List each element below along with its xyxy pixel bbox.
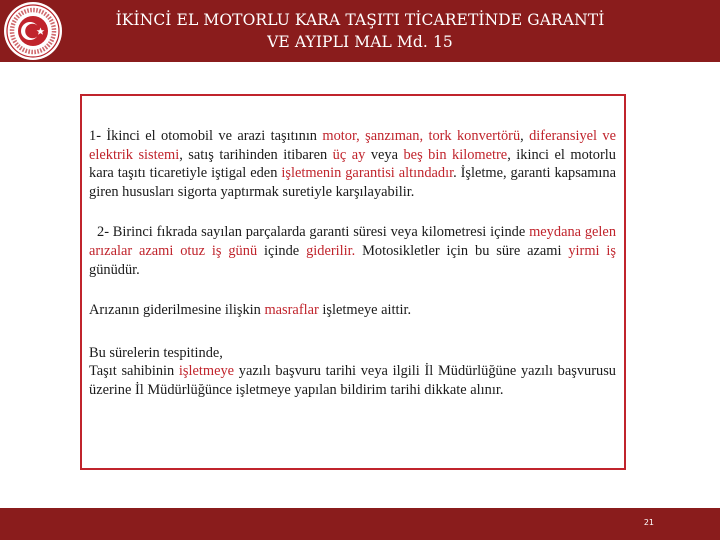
paragraph-1 — [89, 127, 616, 201]
logo — [4, 2, 62, 60]
text-span: , satış tarihinden itibaren — [179, 146, 333, 163]
content-body — [89, 127, 616, 400]
crescent-star-emblem-icon — [4, 2, 62, 60]
paragraph-2 — [89, 223, 616, 279]
header-bar — [0, 0, 720, 62]
text-span: . İşletme, garanti kapsamına giren hususları sigorta yaptırmak suretiyle karşılayabilir. — [89, 165, 616, 200]
text-span: günüdür. — [89, 261, 140, 278]
highlight-span: diferansiyel ve elektrik sistemi — [89, 128, 616, 163]
highlight-span: motor, şanzıman, tork konvertörü — [322, 128, 521, 144]
highlight-span: yirmi iş — [568, 242, 617, 259]
text-span: Arızanın giderilmesine ilişkin — [89, 302, 265, 319]
highlight-span: işletmenin garantisi altındadır — [281, 165, 454, 182]
text-span: Bu sürelerin tespitinde, — [89, 344, 223, 361]
text-span: yazılı başvuru tarihi veya ilgili İl Müdürlüğüne yazılı başvurusu üzerine İl Müdürlüğünce işletmeye yapılan bildirim tarihi dikkate alınır. — [89, 363, 616, 398]
highlight-span: masraflar — [264, 302, 319, 319]
paragraph-3 — [89, 301, 616, 320]
highlight-span: meydana gelen arızalar azami otuz iş günü — [89, 224, 617, 259]
text-span: içinde — [257, 242, 307, 259]
footer-bar — [0, 508, 720, 540]
text-span: 2- Birinci fıkrada sayılan parçalarda garanti süresi veya kilometresi içinde — [97, 224, 530, 241]
text-span: Motosikletler için bu süre azami — [355, 242, 569, 259]
text-span: , — [520, 128, 530, 144]
highlight-span: beş bin kilometre — [403, 146, 508, 163]
text-span: Taşıt sahibinin — [89, 363, 179, 380]
highlight-span: üç ay — [332, 146, 366, 163]
highlight-span: giderilir. — [306, 242, 356, 259]
page-number: 21 — [643, 518, 654, 527]
page-title — [80, 9, 640, 53]
text-span: işletmeye aittir. — [318, 302, 412, 319]
highlight-span: işletmeye — [178, 363, 235, 380]
title-line-2: VE AYIPLI MAL Md. 15 — [267, 33, 453, 51]
text-span: 1- İkinci el otomobil ve arazi taşıtının — [89, 128, 323, 144]
title-line-1: İKİNCİ EL MOTORLU KARA TAŞITI TİCARETİNDE GARANTİ — [115, 11, 605, 29]
text-span: veya — [365, 146, 404, 163]
text-span: , ikinci el motorlu kara taşıtı ticaretiyle iştigal eden — [89, 146, 616, 182]
paragraph-4 — [89, 344, 616, 400]
